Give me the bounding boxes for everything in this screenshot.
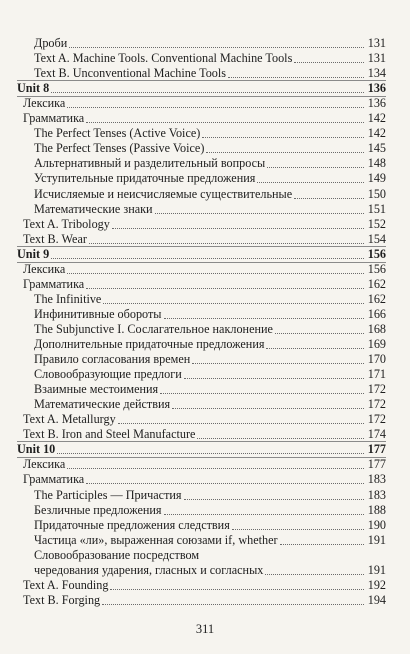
page-number: 311 xyxy=(195,622,215,636)
leader-dots xyxy=(232,529,364,530)
toc-entry xyxy=(0,156,410,171)
toc-entry-page: 162 xyxy=(367,277,386,291)
leader-dots xyxy=(172,408,364,409)
toc-entry-page: 169 xyxy=(367,337,386,351)
toc-entry xyxy=(0,307,410,322)
toc-entry-page: 166 xyxy=(367,307,386,321)
toc-entry-page: 148 xyxy=(367,156,386,170)
toc-entry xyxy=(0,171,410,186)
toc-entry-title: Text A. Metallurgy xyxy=(23,412,116,426)
toc-entry-title: Грамматика xyxy=(23,277,85,291)
leader-dots xyxy=(118,423,364,424)
toc-entry-page: 190 xyxy=(367,518,386,532)
toc-entry-page: 168 xyxy=(367,322,386,336)
toc-entry-page: 172 xyxy=(367,412,386,426)
toc-entry xyxy=(0,96,410,111)
leader-dots xyxy=(89,243,364,244)
toc-entry-page: 172 xyxy=(367,382,386,396)
leader-dots xyxy=(184,499,364,500)
toc-entry-page: 183 xyxy=(367,472,386,486)
toc-entry-page: 149 xyxy=(367,171,386,185)
toc-entry-page: 188 xyxy=(367,503,386,517)
toc-entry-title: Исчисляемые и неисчисляемые существительные xyxy=(34,187,293,201)
leader-dots xyxy=(57,453,364,454)
leader-dots xyxy=(155,213,364,214)
toc-entry xyxy=(0,578,410,593)
toc-entry-title: Математические действия xyxy=(34,397,171,411)
unit-divider xyxy=(17,80,386,81)
toc-unit-heading xyxy=(0,247,410,262)
toc-unit-heading xyxy=(0,442,410,457)
leader-dots xyxy=(202,137,364,138)
leader-dots xyxy=(67,468,364,469)
leader-dots xyxy=(67,107,364,108)
toc-entry xyxy=(0,322,410,337)
toc-entry xyxy=(0,457,410,472)
toc-entry xyxy=(0,563,410,578)
toc-entry xyxy=(0,292,410,307)
leader-dots xyxy=(265,574,364,575)
toc-entry-title: Text B. Unconventional Machine Tools xyxy=(34,66,227,80)
toc-entry-title: Text A. Machine Tools. Conventional Machine Tools xyxy=(34,51,293,65)
toc-entry xyxy=(0,503,410,518)
leader-dots xyxy=(110,589,364,590)
leader-dots xyxy=(192,363,364,364)
leader-dots xyxy=(69,47,364,48)
leader-dots xyxy=(103,303,364,304)
toc-entry xyxy=(0,397,410,412)
leader-dots xyxy=(164,514,364,515)
toc-entry-title: Альтернативный и разделительный вопросы xyxy=(34,156,266,170)
toc-entry xyxy=(0,488,410,503)
toc-entry-title: Лексика xyxy=(23,457,66,471)
toc-entry-page: 183 xyxy=(367,488,386,502)
toc-entry xyxy=(0,337,410,352)
leader-dots xyxy=(86,288,364,289)
toc-entry-title: Text B. Iron and Steel Manufacture xyxy=(23,427,196,441)
toc-entry xyxy=(0,51,410,66)
toc-entry-page: 191 xyxy=(367,563,386,577)
toc-entry-title: Взаимные местоимения xyxy=(34,382,159,396)
toc-entry-title: The Perfect Tenses (Passive Voice) xyxy=(34,141,205,155)
toc-entry xyxy=(0,111,410,126)
toc-entry-title: Уступительные придаточные предложения xyxy=(34,171,256,185)
toc-entry-title: Unit 9 xyxy=(17,247,50,261)
toc-entry-title: Словообразующие предлоги xyxy=(34,367,182,381)
toc-entry-title: Unit 8 xyxy=(17,81,50,95)
leader-dots xyxy=(102,604,364,605)
toc-entry-page: 171 xyxy=(367,367,386,381)
leader-dots xyxy=(206,152,364,153)
leader-dots xyxy=(257,182,364,183)
toc-entry-page: 142 xyxy=(367,126,386,140)
leader-dots xyxy=(267,167,364,168)
toc-entry xyxy=(0,427,410,442)
toc-entry-title: The Perfect Tenses (Active Voice) xyxy=(34,126,201,140)
toc-entry-page: 142 xyxy=(367,111,386,125)
leader-dots xyxy=(275,333,364,334)
toc-entry-page: 136 xyxy=(367,96,386,110)
toc-entry-title: The Infinitive xyxy=(34,292,102,306)
toc-entry xyxy=(0,352,410,367)
toc-entry-page: 174 xyxy=(367,427,386,441)
toc-entry-title: Лексика xyxy=(23,96,66,110)
toc-entry-page: 170 xyxy=(367,352,386,366)
leader-dots xyxy=(51,258,364,259)
toc-entry-title: The Participles — Причастия xyxy=(34,488,182,502)
toc-unit-heading xyxy=(0,81,410,96)
toc-entry xyxy=(0,382,410,397)
toc-entry-page: 131 xyxy=(367,51,386,65)
leader-dots xyxy=(184,378,364,379)
unit-divider xyxy=(17,441,386,442)
toc-entry xyxy=(0,548,410,563)
leader-dots xyxy=(67,273,364,274)
toc-entry-title: Дроби xyxy=(34,36,68,50)
leader-dots xyxy=(160,393,364,394)
toc-entry-page: 162 xyxy=(367,292,386,306)
leader-dots xyxy=(266,348,364,349)
toc-entry-page: 154 xyxy=(367,232,386,246)
toc-entry-title: Частица «ли», выраженная союзами if, whether xyxy=(34,533,278,547)
toc-entry xyxy=(0,126,410,141)
toc-entry xyxy=(0,472,410,487)
toc-entry-title: чередования ударения, гласных и согласных xyxy=(34,563,264,577)
toc-entry-title: Словообразование посредством xyxy=(34,548,200,562)
toc-entry-page: 145 xyxy=(367,141,386,155)
leader-dots xyxy=(197,438,364,439)
leader-dots xyxy=(294,198,364,199)
leader-dots xyxy=(294,62,364,63)
leader-dots xyxy=(164,318,365,319)
unit-divider xyxy=(17,246,386,247)
toc-entry-page: 134 xyxy=(367,66,386,80)
leader-dots xyxy=(228,77,364,78)
toc-entry-page: 156 xyxy=(367,262,386,276)
toc-entry-title: Грамматика xyxy=(23,111,85,125)
toc-entry xyxy=(0,217,410,232)
toc-entry-page: 192 xyxy=(367,578,386,592)
toc-entry xyxy=(0,202,410,217)
toc-entry-title: Text A. Tribology xyxy=(23,217,110,231)
toc-entry-page: 152 xyxy=(367,217,386,231)
leader-dots xyxy=(86,483,364,484)
leader-dots xyxy=(51,92,364,93)
toc-entry-page: 172 xyxy=(367,397,386,411)
toc-entry xyxy=(0,262,410,277)
toc-entry-page: 194 xyxy=(367,593,386,607)
toc-entry-title: Unit 10 xyxy=(17,442,56,456)
toc-entry xyxy=(0,36,410,51)
toc-entry-page: 156 xyxy=(367,247,386,261)
toc-entry-page: 191 xyxy=(367,533,386,547)
toc-entry-title: Безличные предложения xyxy=(34,503,162,517)
toc-entry-title: Придаточные предложения следствия xyxy=(34,518,230,532)
toc-entry xyxy=(0,187,410,202)
leader-dots xyxy=(86,122,364,123)
toc-entry xyxy=(0,412,410,427)
toc-entry-title: The Subjunctive I. Сослагательное наклонение xyxy=(34,322,273,336)
toc-entry-title: Text A. Founding xyxy=(23,578,109,592)
toc-entry xyxy=(0,533,410,548)
toc-entry xyxy=(0,367,410,382)
toc-entry xyxy=(0,593,410,608)
toc-entry-title: Грамматика xyxy=(23,472,85,486)
toc-entry-page: 177 xyxy=(367,457,386,471)
toc-entry-title: Дополнительные придаточные предложения xyxy=(34,337,265,351)
toc-entry-page: 150 xyxy=(367,187,386,201)
toc-entry-page: 136 xyxy=(367,81,386,95)
toc-entry-title: Математические знаки xyxy=(34,202,153,216)
toc-entry xyxy=(0,66,410,81)
toc-entry-page: 177 xyxy=(367,442,386,456)
toc-entry xyxy=(0,141,410,156)
toc-entry xyxy=(0,518,410,533)
toc-entry-page: 131 xyxy=(367,36,386,50)
toc-entry-title: Правило согласования времен xyxy=(34,352,191,366)
toc-entry xyxy=(0,232,410,247)
toc-entry-page: 151 xyxy=(367,202,386,216)
toc-entry-title: Инфинитивные обороты xyxy=(34,307,162,321)
toc-entry-title: Text B. Wear xyxy=(23,232,87,246)
toc-entry-title: Text B. Forging xyxy=(23,593,101,607)
toc-entry-title: Лексика xyxy=(23,262,66,276)
toc-entry xyxy=(0,277,410,292)
leader-dots xyxy=(280,544,364,545)
leader-dots xyxy=(112,228,364,229)
